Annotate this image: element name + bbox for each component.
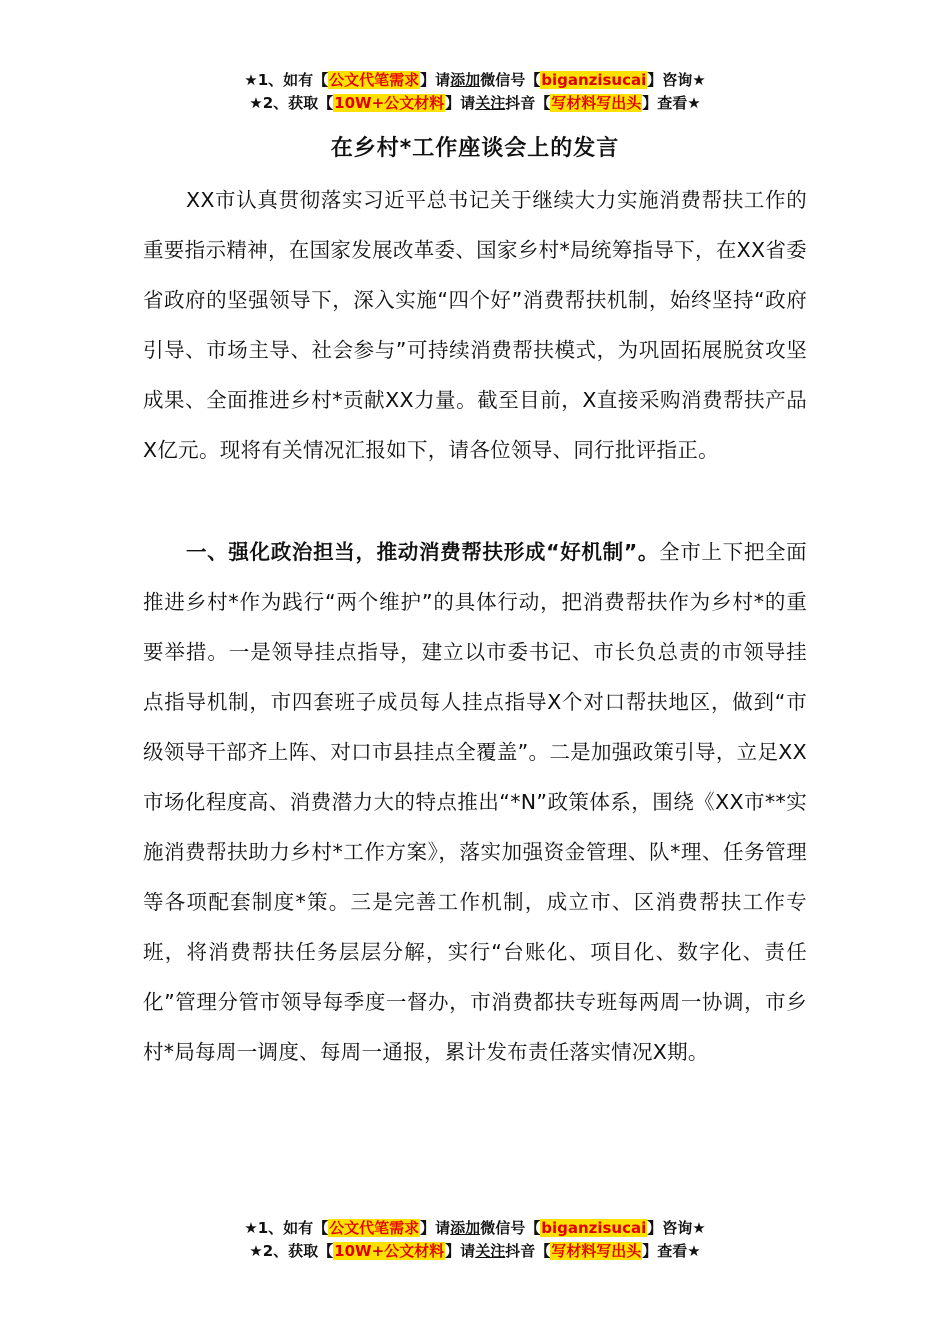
banner-text: 微信号【 [480,71,541,89]
banner-line-2 [0,1240,950,1263]
banner-line-2 [0,92,950,115]
star-icon: ★ [249,1242,263,1260]
banner-text: 2、获取【 [262,1242,334,1260]
banner-text: 】咨询 [647,71,693,89]
star-icon: ★ [244,1219,258,1237]
banner-text: 】请 [445,94,476,112]
banner-highlight: 公文代笔需求 [329,71,420,89]
banner-text: 抖音【 [505,94,551,112]
banner-highlight: 公文代笔需求 [329,1219,420,1237]
banner-underlined-text: 添加 [450,1219,481,1237]
banner-underlined-text: 关注 [475,94,506,112]
banner-line-1 [0,69,950,92]
section-heading: 一、强化政治担当，推动消费帮扶形成“好机制”。 [186,540,660,564]
star-icon: ★ [687,1242,701,1260]
paragraph-intro: XX市认真贯彻落实习近平总书记关于继续大力实施消费帮扶工作的重要指示精神，在国家发展改革委、国家乡村*局统筹指导下，在XX省委省政府的坚强领导下，深入实施“四个好”消费帮扶机制，始终坚持“政府引导、市场主导、社会参与”可持续消费帮扶模式，为巩固拓展脱贫攻坚成果、全面推进乡村*贡献XX力量。截至目前，X直接采购消费帮扶产品X亿元。现将有关情况汇报如下，请各位领导、同行批评指正。 [143,188,807,462]
banner-text: 微信号【 [480,1219,541,1237]
banner-wechat-id: biganzisucai [541,1219,647,1237]
document-title: 在乡村*工作座谈会上的发言 [330,136,620,161]
banner-highlight: 10W+公文材料 [334,1242,445,1260]
banner-text: 抖音【 [505,1242,551,1260]
banner-text: 】查看 [642,1242,688,1260]
banner-text: 1、如有【 [257,1219,329,1237]
banner-douyin-id: 写材料写出头 [551,1242,642,1260]
star-icon: ★ [692,1219,706,1237]
star-icon: ★ [687,94,701,112]
paragraph-section-1 [143,527,807,1077]
banner-text: 1、如有【 [257,71,329,89]
banner-douyin-id: 写材料写出头 [551,94,642,112]
star-icon: ★ [244,71,258,89]
section-body: 全市上下把全面推进乡村*作为践行“两个维护”的具体行动，把消费帮扶作为乡村*的重要举措。一是领导挂点指导，建立以市委书记、市长负总责的市领导挂点指导机制，市四套班子成员每人挂点指导X个对口帮扶地区，做到“市级领导干部齐上阵、对口市县挂点全覆盖”。二是加强政策引导，立足XX市场化程度高、消费潜力大的特点推出“*N”政策体系，围绕《XX市**实施消费帮扶助力乡村*工作方案》，落实加强资金管理、队*理、任务管理等各项配套制度*策。三是完善工作机制，成立市、区消费帮扶工作专班，将消费帮扶任务层层分解，实行“台账化、项目化、数字化、责任化”管理分管市领导每季度一督办，市消费都扶专班每两周一协调，市乡村*局每周一调度、每周一通报，累计发布责任落实情况X期。 [143,540,807,1064]
banner-line-1 [0,1217,950,1240]
banner-text: 】请 [420,1219,451,1237]
banner-text: 】请 [420,71,451,89]
banner-underlined-text: 添加 [450,71,481,89]
footer-banner [0,1217,950,1263]
banner-text: 2、获取【 [262,94,334,112]
banner-underlined-text: 关注 [475,1242,506,1260]
star-icon: ★ [249,94,263,112]
banner-text: 】查看 [642,94,688,112]
banner-highlight: 10W+公文材料 [334,94,445,112]
banner-text: 】咨询 [647,1219,693,1237]
banner-text: 】请 [445,1242,476,1260]
star-icon: ★ [692,71,706,89]
header-banner [0,69,950,115]
banner-wechat-id: biganzisucai [541,71,647,89]
